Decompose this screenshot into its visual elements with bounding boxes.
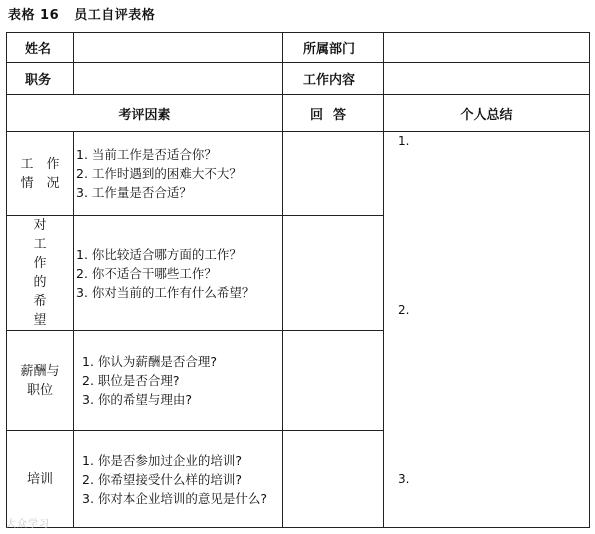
question-item: 2. 你不适合干哪些工作？ <box>76 265 217 281</box>
factor-label-line: 培训 <box>26 471 53 487</box>
factor-label-char: 的 <box>33 275 47 290</box>
post-field[interactable] <box>74 63 283 95</box>
question-item: 1. 你比较适合哪方面的工作？ <box>76 246 242 262</box>
section-row-work <box>7 132 590 216</box>
answer-field-expectation[interactable] <box>283 216 384 331</box>
answer-header: 回答 <box>283 95 384 132</box>
question-item: 3. 你对本企业培训的意见是什么? <box>82 490 268 506</box>
question-item: 3. 你对当前的工作有什么希望？ <box>76 284 255 300</box>
question-item: 1. 你认为薪酬是否合理? <box>82 354 218 369</box>
post-row <box>7 63 590 95</box>
factor-label-training <box>7 431 74 528</box>
table-caption: 表格 16 员工自评表格 <box>8 8 156 23</box>
question-item: 2. 职位是否合理? <box>82 373 180 388</box>
factor-label-char: 望 <box>33 313 47 328</box>
summary-number: 3. <box>398 472 410 486</box>
self-evaluation-form <box>6 32 590 528</box>
summary-header: 个人总结 <box>384 95 590 132</box>
factor-label-expectation <box>7 216 74 331</box>
question-list-training <box>74 431 283 528</box>
watermark: 大众学习 <box>6 519 50 530</box>
summary-field[interactable] <box>384 132 590 528</box>
answer-field-salary[interactable] <box>283 331 384 431</box>
question-item: 2. 工作时遇到的困难大不大？ <box>76 166 242 181</box>
question-item: 1. 你是否参加过企业的培训? <box>82 452 243 468</box>
post-label: 职务 <box>7 63 74 95</box>
factor-label-char: 工 <box>33 237 47 252</box>
question-item: 3. 工作量是否合适？ <box>76 185 192 200</box>
factors-header: 考评因素 <box>7 95 283 132</box>
department-field[interactable] <box>384 33 590 63</box>
summary-number: 2. <box>398 303 410 317</box>
summary-number: 1. <box>398 134 410 148</box>
question-list-work <box>74 132 283 216</box>
answer-field-training[interactable] <box>283 431 384 528</box>
factor-label-line: 职位 <box>26 382 53 398</box>
question-item: 2. 你希望接受什么样的培训? <box>82 471 243 487</box>
name-field[interactable] <box>74 33 283 63</box>
question-item: 3. 你的希望与理由? <box>82 392 193 407</box>
factor-label-work <box>7 132 74 216</box>
job-content-field[interactable] <box>384 63 590 95</box>
name-row <box>7 33 590 63</box>
factor-label-line: 工 作 <box>20 156 60 172</box>
factor-label-line: 薪酬与 <box>20 363 60 379</box>
question-list-salary <box>74 331 283 431</box>
factor-label-line: 情 况 <box>20 175 60 191</box>
factor-label-char: 希 <box>33 294 47 309</box>
question-item: 1. 当前工作是否适合你？ <box>76 147 217 162</box>
header-row <box>7 95 590 132</box>
name-label: 姓名 <box>7 33 74 63</box>
job-content-label: 工作内容 <box>283 63 384 95</box>
department-label: 所属部门 <box>283 33 384 63</box>
factor-label-char: 作 <box>33 256 47 271</box>
answer-field-work[interactable] <box>283 132 384 216</box>
question-list-expectation <box>74 216 283 331</box>
factor-label-char: 对 <box>33 218 47 233</box>
factor-label-salary <box>7 331 74 431</box>
